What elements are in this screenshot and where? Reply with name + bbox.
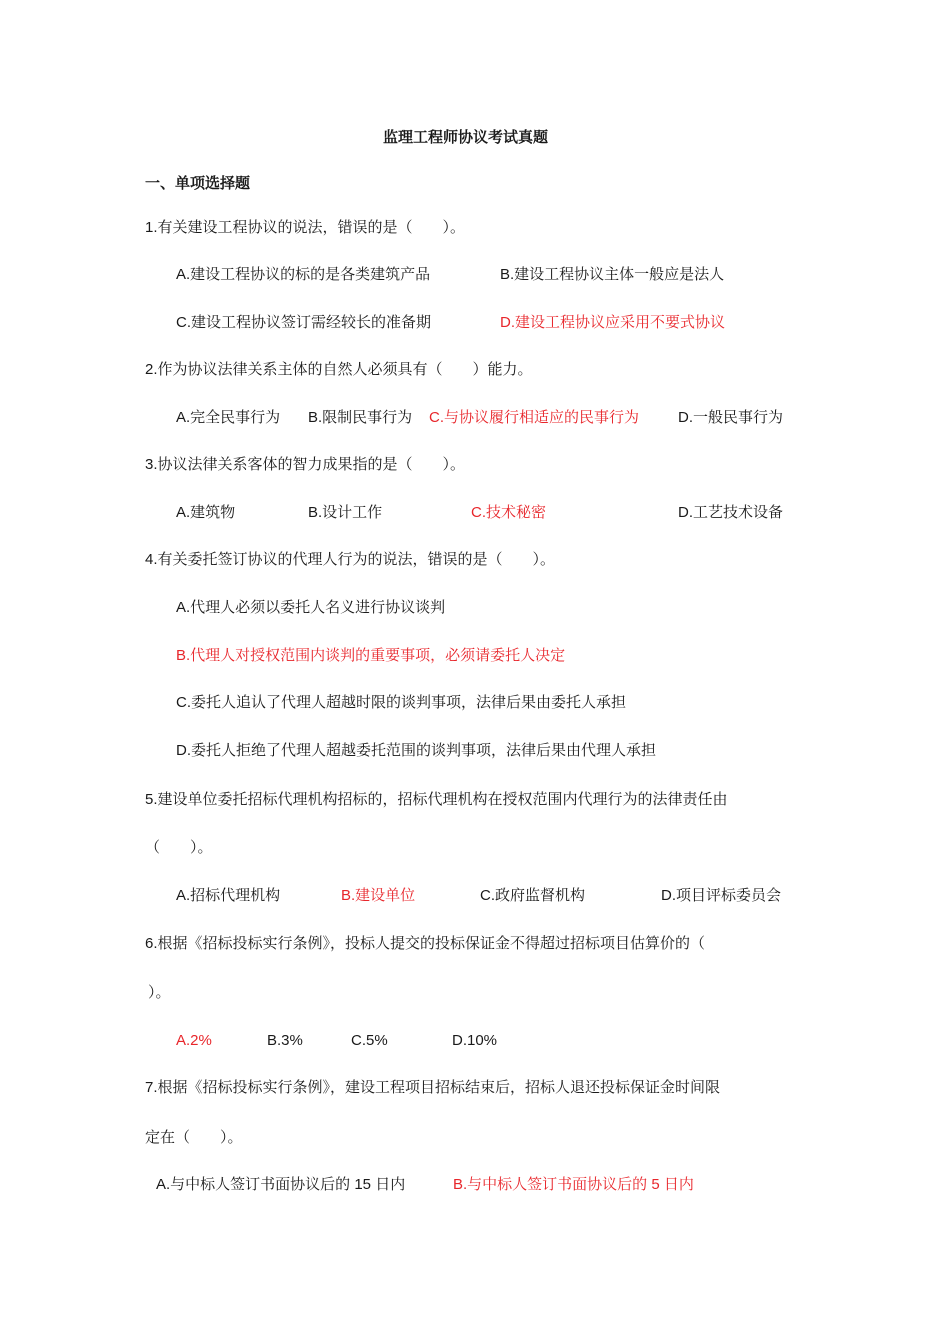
question-4-option-a: A.代理人必须以委托人名义进行协议谈判 [176,599,446,616]
question-7-stem: 7.根据《招标投标实行条例》，建设工程项目招标结束后，招标人退还投标保证金时间限 [145,1079,721,1096]
question-6-option-d: D.10% [452,1032,498,1049]
question-2-stem: 2.作为协议法律关系主体的自然人必须具有（ ）能力。 [145,361,533,378]
question-3-option-c-answer: C.技术秘密 [471,504,547,521]
question-7-option-b-answer: B.与中标人签订书面协议后的 5 日内 [453,1176,694,1193]
question-2-option-b: B.限制民事行为 [308,409,413,426]
question-7-stem-continued: 定在（ ）。 [145,1129,243,1146]
question-2-option-a: A.完全民事行为 [176,409,281,426]
question-1-option-d-answer: D.建设工程协议应采用不要式协议 [500,314,726,331]
question-1-option-b: B.建设工程协议主体一般应是法人 [500,266,725,283]
question-3-option-b: B.设计工作 [308,504,383,521]
question-3-option-d: D.工艺技术设备 [678,504,784,521]
question-6-option-c: C.5% [351,1032,388,1049]
question-7-option-a: A.与中标人签订书面协议后的 15 日内 [156,1176,406,1193]
question-2-option-c-answer: C.与协议履行相适应的民事行为 [429,409,640,426]
question-5-option-c: C.政府监督机构 [480,887,586,904]
question-4-option-d: D.委托人拒绝了代理人超越委托范围的谈判事项，法律后果由代理人承担 [176,742,657,759]
question-6-stem: 6.根据《招标投标实行条例》，投标人提交的投标保证金不得超过招标项目估算价的（ [145,935,706,952]
question-5-stem: 5.建设单位委托招标代理机构招标的，招标代理机构在授权范围内代理行为的法律责任由 [145,791,728,808]
question-5-stem-continued: （ ）。 [145,839,213,856]
question-6-option-b: B.3% [267,1032,303,1049]
question-2-option-d: D.一般民事行为 [678,409,784,426]
question-5-option-b-answer: B.建设单位 [341,887,416,904]
question-4-option-c: C.委托人追认了代理人超越时限的谈判事项，法律后果由委托人承担 [176,694,627,711]
question-3-option-a: A.建筑物 [176,504,236,521]
section-heading: 一、单项选择题 [145,175,251,192]
question-5-option-d: D.项目评标委员会 [661,887,782,904]
question-1-option-a: A.建设工程协议的标的是各类建筑产品 [176,266,431,283]
question-6-stem-continued: ）。 [148,984,171,1001]
question-4-stem: 4.有关委托签订协议的代理人行为的说法，错误的是（ ）。 [145,551,556,568]
question-5-option-a: A.招标代理机构 [176,887,281,904]
document-title: 监理工程师协议考试真题 [383,129,549,146]
question-1-option-c: C.建设工程协议签订需经较长的准备期 [176,314,432,331]
question-6-option-a-answer: A.2% [176,1032,212,1049]
question-4-option-b-answer: B.代理人对授权范围内谈判的重要事项，必须请委托人决定 [176,647,566,664]
question-3-stem: 3.协议法律关系客体的智力成果指的是（ ）。 [145,456,466,473]
question-1-stem: 1.有关建设工程协议的说法，错误的是（ ）。 [145,219,466,236]
